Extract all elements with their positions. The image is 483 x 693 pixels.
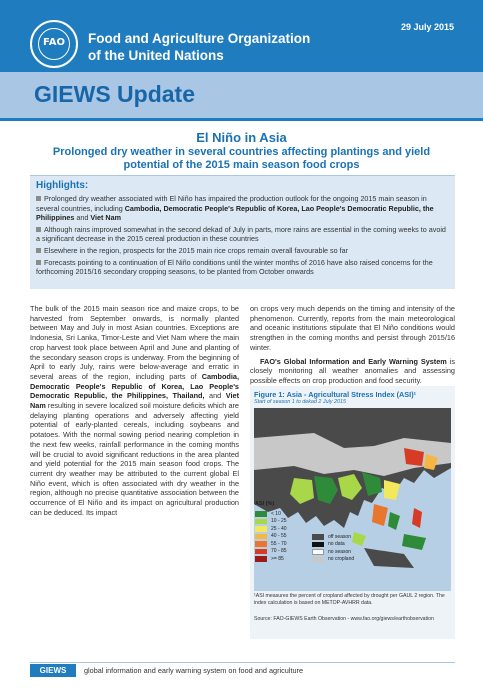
- paragraph: on crops very much depends on the timing and intensity of the phenomenon. Currently, reports from the main meteorological and oceanic institutions stipulate that El Niño conditions would strengthen in the coming months and persist through 2015/16 winter.: [250, 304, 455, 352]
- paragraph: FAO's Global Information and Early Warning System is closely monitoring all weather anomalies and assessing possible effects on crop production and food security.: [250, 356, 455, 385]
- org-name: [88, 30, 310, 64]
- publication-date: 29 July 2015: [400, 22, 454, 32]
- document-subtitle: Prolonged dry weather in several countries affecting plantings and yield potential of the 2015 main season food crops: [52, 146, 431, 171]
- figure-source: Source: FAO-GIEWS Earth Observation - www.fao.org/giews/earthobservation: [254, 616, 434, 622]
- giews-banner: [0, 72, 483, 118]
- highlight-item: Prolonged dry weather associated with El Niño has impaired the production outlook for the ongoing 2015 main season in several countries, including Cambodia, Democratic People's Republic of Korea, Lao People's Democratic Republic, the Philippines and Viet Nam: [36, 194, 434, 223]
- square-bullet-icon: [36, 227, 41, 232]
- status-legend: [312, 533, 354, 563]
- legend-item: >= 85: [255, 555, 287, 563]
- fao-logo-text: FAO: [43, 37, 65, 48]
- org-name-line1: Food and Agriculture Organization: [88, 31, 311, 46]
- legend-item: 25 - 40: [255, 525, 287, 533]
- legend-item: 55 - 70: [255, 540, 287, 548]
- banner-stripe: [0, 118, 483, 121]
- legend-item: 10 - 25: [255, 518, 287, 526]
- square-bullet-icon: [36, 260, 41, 265]
- fao-logo: [30, 20, 78, 68]
- highlight-item: Although rains improved somewhat in the second dekad of July in parts, more rains are essential in the coming weeks to avoid a significant decrease in the 2015 cereal production in these countries: [36, 224, 446, 244]
- highlight-item: Elsewhere in the region, prospects for the 2015 main rice crops remain overall favourable so far: [36, 246, 450, 256]
- square-bullet-icon: [36, 248, 41, 253]
- legend-title: ASI (%): [255, 501, 275, 507]
- banner-title: GIEWS Update: [34, 81, 196, 107]
- figure-subtitle: Start of season 1 to dekad 2 July 2015: [254, 399, 347, 405]
- org-name-line2: of the United Nations: [88, 48, 224, 63]
- legend-item: no data: [312, 541, 354, 549]
- asia-map-graphic: [254, 408, 451, 591]
- figure-note: ¹ASI measures the percent of cropland affected by drought per GAUL 2 region. The index calculation is based on METOP-AVHRR data.: [254, 593, 445, 606]
- asi-legend: [255, 510, 287, 563]
- legend-item: no season: [312, 548, 354, 556]
- highlights-list: [36, 194, 450, 279]
- document-title: El Niño in Asia: [196, 130, 287, 145]
- footer-badge: GIEWS: [30, 664, 76, 677]
- legend-item: < 10: [255, 510, 287, 518]
- highlight-item: Forecasts pointing to a continuation of El Niño conditions until the winter months of 2016 have also raised concerns for the forthcoming 2015/16 secondary cropping seasons, to be planted from October onwards: [36, 257, 433, 277]
- asi-map-image: [254, 408, 451, 591]
- legend-item: 40 - 55: [255, 533, 287, 541]
- highlights-box: [30, 175, 455, 289]
- highlights-title: Highlights:: [36, 180, 89, 191]
- body-column-left: The bulk of the 2015 main season rice and maize crops, to be harvested from September onwards, is normally planted between May and July in most Asian countries. Exceptions are Indonesia, Sri Lanka, Timor-Leste and Viet Nam where the main crop harvest took place between April and June and planting of the secondary season crops is underway. From the beginning of April to early July, rains were below-average and erratic in several areas of the region, including parts of Cambodia, Democratic People's Republic of Korea, Lao People's Democratic Republic, the Philippines, Thailand, and Viet Nam resulting in severe localized soil moisture deficits which are delaying planting operations and adversely affecting yield potential of early-planted cereals, including soybeans and potatoes. With the normal sowing period nearing completion in the next few weeks, rainfall performance in the coming months will be crucial to avoid significant reductions in the area planted and yield potential for the 2015 main season food crops. The current dry weather may be attributed to the current global El Niño event, which is often associated with dry weather in the region, although no precise quantitative association between the occurrence of El Niño and its impact on agricultural production can be deduced. Its impact: [30, 304, 240, 517]
- legend-item: 70 - 85: [255, 548, 287, 556]
- square-bullet-icon: [36, 196, 41, 201]
- figure-asi-map: [250, 386, 455, 639]
- header-band: [0, 0, 483, 72]
- legend-item: off season: [312, 533, 354, 541]
- figure-title: Figure 1: Asia - Agricultural Stress Index (ASI)¹: [254, 390, 417, 399]
- footer-text: global information and early warning system on food and agriculture: [84, 666, 304, 675]
- body-column-right: [250, 304, 455, 386]
- legend-item: no cropland: [312, 556, 354, 564]
- footer-divider: [30, 662, 455, 663]
